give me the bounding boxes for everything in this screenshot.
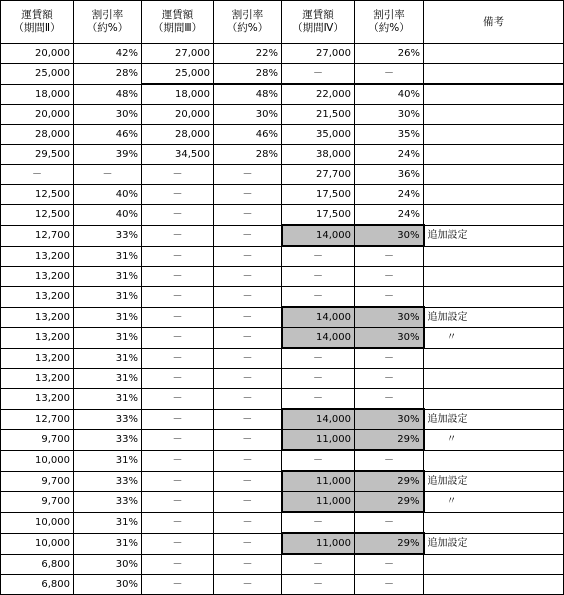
discount-period-3-cell: 28% [214, 145, 282, 165]
discount-period-4-cell: － [355, 246, 424, 267]
discount-period-4-cell: － [355, 267, 424, 287]
discount-period-2-cell: 31% [74, 512, 142, 533]
remarks-cell [424, 185, 564, 205]
fare-period-2-cell: 10,000 [1, 533, 74, 554]
header-label: 運賃額 [302, 9, 334, 21]
fare-period-3-cell: － [142, 267, 214, 287]
discount-period-3-cell: 30% [214, 105, 282, 125]
remarks-cell [424, 389, 564, 410]
fare-period-2-cell: 13,200 [1, 389, 74, 410]
fare-header-period-3 [142, 1, 214, 44]
remarks-cell [424, 450, 564, 471]
discount-period-2-cell: 42% [74, 44, 142, 64]
fare-period-2-cell: 10,000 [1, 450, 74, 471]
fare-period-2-cell: 13,200 [1, 267, 74, 287]
table-row [1, 450, 564, 471]
fare-period-2-cell: 10,000 [1, 512, 74, 533]
discount-period-3-cell: 48% [214, 84, 282, 105]
discount-period-3-cell: － [214, 246, 282, 267]
discount-period-2-cell: 33% [74, 409, 142, 430]
fare-period-2-cell: 13,200 [1, 348, 74, 369]
discount-period-4-cell: 40% [355, 84, 424, 105]
remarks-cell: 〃 [424, 328, 564, 349]
discount-period-2-cell: 31% [74, 533, 142, 554]
table-row [1, 328, 564, 349]
discount-period-4-cell: － [355, 554, 424, 575]
fare-period-3-cell: － [142, 575, 214, 595]
discount-period-4-cell: 29% [355, 430, 424, 451]
fare-period-3-cell: － [142, 533, 214, 554]
remarks-cell [424, 554, 564, 575]
fare-period-4-cell: － [282, 389, 355, 410]
discount-period-2-cell: 46% [74, 125, 142, 145]
fare-period-3-cell: － [142, 450, 214, 471]
remarks-cell [424, 575, 564, 595]
discount-period-2-cell: 31% [74, 348, 142, 369]
fare-period-3-cell: － [142, 185, 214, 205]
remarks-cell [424, 348, 564, 369]
fare-period-3-cell: － [142, 554, 214, 575]
fare-period-4-cell: － [282, 450, 355, 471]
discount-period-3-cell: － [214, 369, 282, 389]
discount-period-2-cell: 48% [74, 84, 142, 105]
remarks-cell [424, 44, 564, 64]
fare-period-4-cell: － [282, 348, 355, 369]
discount-period-4-cell: 30% [355, 328, 424, 349]
table-row [1, 307, 564, 328]
discount-period-2-cell: 33% [74, 430, 142, 451]
fare-period-4-cell: 11,000 [282, 492, 355, 513]
discount-period-4-cell: 30% [355, 105, 424, 125]
header-row [1, 1, 564, 44]
table-row [1, 512, 564, 533]
discount-period-4-cell: － [355, 575, 424, 595]
fare-period-4-cell: － [282, 267, 355, 287]
fare-period-4-cell: 11,000 [282, 533, 355, 554]
discount-period-3-cell: 28% [214, 64, 282, 85]
discount-period-3-cell: 22% [214, 44, 282, 64]
fare-period-2-cell: 13,200 [1, 307, 74, 328]
table-row [1, 409, 564, 430]
discount-header-period-3 [214, 1, 282, 44]
fare-period-4-cell: 14,000 [282, 328, 355, 349]
fare-period-4-cell: 14,000 [282, 225, 355, 246]
remarks-cell [424, 512, 564, 533]
remarks-cell [424, 105, 564, 125]
discount-period-2-cell: 33% [74, 225, 142, 246]
remarks-cell: 追加設定 [424, 471, 564, 492]
header-label: 運賃額 [161, 9, 194, 21]
discount-period-4-cell: － [355, 287, 424, 308]
fare-period-3-cell: 34,500 [142, 145, 214, 165]
fare-period-4-cell: － [282, 287, 355, 308]
discount-period-2-cell: 31% [74, 369, 142, 389]
discount-period-4-cell: 35% [355, 125, 424, 145]
table-row [1, 389, 564, 410]
fare-period-2-cell: 12,500 [1, 205, 74, 226]
fare-period-3-cell: － [142, 512, 214, 533]
discount-period-2-cell: 33% [74, 471, 142, 492]
discount-period-3-cell: － [214, 287, 282, 308]
fare-period-2-cell: 20,000 [1, 105, 74, 125]
discount-period-2-cell: 28% [74, 64, 142, 85]
discount-period-4-cell: － [355, 450, 424, 471]
discount-period-3-cell: － [214, 554, 282, 575]
fare-period-3-cell: － [142, 348, 214, 369]
fare-period-3-cell: － [142, 246, 214, 267]
discount-period-4-cell: － [355, 512, 424, 533]
discount-period-2-cell: 30% [74, 575, 142, 595]
header-sublabel: （約%） [368, 22, 410, 34]
remarks-header [424, 1, 564, 44]
discount-period-4-cell: － [355, 64, 424, 85]
discount-period-4-cell: 29% [355, 471, 424, 492]
discount-period-3-cell: － [214, 348, 282, 369]
header-label: 割引率 [373, 9, 405, 21]
fare-period-4-cell: － [282, 369, 355, 389]
table-row [1, 533, 564, 554]
fare-period-2-cell: 13,200 [1, 328, 74, 349]
remarks-cell [424, 145, 564, 165]
discount-period-4-cell: 29% [355, 533, 424, 554]
discount-period-4-cell: 30% [355, 225, 424, 246]
fare-period-2-cell: 13,200 [1, 369, 74, 389]
fare-period-3-cell: － [142, 307, 214, 328]
fare-period-2-cell: 28,000 [1, 125, 74, 145]
discount-header-period-2 [74, 1, 142, 44]
remarks-cell [424, 369, 564, 389]
remarks-cell [424, 64, 564, 85]
fare-period-2-cell: 6,800 [1, 575, 74, 595]
header-sublabel: （期間Ⅳ） [292, 22, 344, 34]
table-row [1, 554, 564, 575]
header-label: 割引率 [91, 9, 124, 21]
discount-period-4-cell: 26% [355, 44, 424, 64]
remarks-cell [424, 287, 564, 308]
table-row [1, 246, 564, 267]
discount-period-4-cell: 30% [355, 307, 424, 328]
fare-period-3-cell: － [142, 205, 214, 226]
table-row [1, 44, 564, 64]
discount-period-4-cell: － [355, 369, 424, 389]
fare-period-4-cell: － [282, 64, 355, 85]
fare-period-3-cell: 20,000 [142, 105, 214, 125]
discount-period-4-cell: 24% [355, 205, 424, 226]
header-sublabel: （約%） [226, 22, 269, 34]
remarks-cell [424, 205, 564, 226]
discount-period-3-cell: － [214, 225, 282, 246]
header-label: 割引率 [231, 9, 264, 21]
fare-period-2-cell: 12,700 [1, 225, 74, 246]
table-header [1, 1, 564, 44]
header-sublabel: （約%） [86, 22, 129, 34]
discount-period-4-cell: － [355, 389, 424, 410]
discount-period-3-cell: － [214, 409, 282, 430]
fare-period-4-cell: 27,700 [282, 165, 355, 185]
fare-period-2-cell: 13,200 [1, 287, 74, 308]
table-row [1, 84, 564, 105]
remarks-cell [424, 165, 564, 185]
discount-period-3-cell: － [214, 450, 282, 471]
fare-header-period-4 [282, 1, 355, 44]
fare-period-3-cell: － [142, 430, 214, 451]
fare-header-period-2 [1, 1, 74, 44]
discount-period-3-cell: － [214, 492, 282, 513]
fare-period-4-cell: 21,500 [282, 105, 355, 125]
fare-period-2-cell: 6,800 [1, 554, 74, 575]
fare-period-3-cell: 28,000 [142, 125, 214, 145]
fare-period-2-cell: 20,000 [1, 44, 74, 64]
table-row [1, 185, 564, 205]
discount-period-4-cell: 30% [355, 409, 424, 430]
discount-period-2-cell: － [74, 165, 142, 185]
fare-period-2-cell: 9,700 [1, 430, 74, 451]
table-row [1, 105, 564, 125]
fare-period-2-cell: 25,000 [1, 64, 74, 85]
remarks-cell [424, 84, 564, 105]
discount-period-2-cell: 31% [74, 287, 142, 308]
discount-period-3-cell: － [214, 205, 282, 226]
discount-period-4-cell: － [355, 348, 424, 369]
table-row [1, 165, 564, 185]
fare-period-3-cell: － [142, 225, 214, 246]
fare-period-2-cell: 29,500 [1, 145, 74, 165]
fare-period-2-cell: 9,700 [1, 492, 74, 513]
discount-period-2-cell: 31% [74, 389, 142, 410]
discount-period-3-cell: － [214, 267, 282, 287]
discount-period-2-cell: 39% [74, 145, 142, 165]
discount-period-2-cell: 31% [74, 450, 142, 471]
discount-period-3-cell: 46% [214, 125, 282, 145]
remarks-cell: 追加設定 [424, 533, 564, 554]
fare-period-2-cell: 12,700 [1, 409, 74, 430]
discount-period-2-cell: 30% [74, 554, 142, 575]
fare-period-4-cell: 35,000 [282, 125, 355, 145]
header-label: 運賃額 [21, 9, 53, 21]
fare-period-3-cell: － [142, 369, 214, 389]
discount-header-period-4 [355, 1, 424, 44]
fare-period-3-cell: － [142, 471, 214, 492]
table-body [1, 44, 564, 595]
remarks-cell: 追加設定 [424, 409, 564, 430]
fare-period-4-cell: 27,000 [282, 44, 355, 64]
header-label: 備考 [483, 15, 504, 28]
discount-period-2-cell: 31% [74, 307, 142, 328]
fare-period-4-cell: 22,000 [282, 84, 355, 105]
fare-period-4-cell: － [282, 246, 355, 267]
discount-period-2-cell: 31% [74, 267, 142, 287]
table-row [1, 471, 564, 492]
fare-period-3-cell: 27,000 [142, 44, 214, 64]
discount-period-2-cell: 40% [74, 205, 142, 226]
discount-period-3-cell: － [214, 165, 282, 185]
header-sublabel: （期間Ⅱ） [13, 22, 61, 34]
table-row [1, 225, 564, 246]
fare-period-3-cell: － [142, 287, 214, 308]
fare-period-2-cell: － [1, 165, 74, 185]
table-row [1, 348, 564, 369]
remarks-cell [424, 125, 564, 145]
discount-period-3-cell: － [214, 185, 282, 205]
discount-period-4-cell: 24% [355, 185, 424, 205]
table-row [1, 430, 564, 451]
remarks-cell: 追加設定 [424, 307, 564, 328]
fare-period-4-cell: － [282, 575, 355, 595]
remarks-cell [424, 267, 564, 287]
discount-period-3-cell: － [214, 575, 282, 595]
fare-period-4-cell: 17,500 [282, 205, 355, 226]
discount-period-3-cell: － [214, 512, 282, 533]
fare-period-3-cell: 18,000 [142, 84, 214, 105]
table-row [1, 369, 564, 389]
table-row [1, 287, 564, 308]
fare-period-4-cell: 11,000 [282, 471, 355, 492]
fare-period-2-cell: 18,000 [1, 84, 74, 105]
discount-period-2-cell: 31% [74, 246, 142, 267]
discount-period-3-cell: － [214, 533, 282, 554]
discount-period-3-cell: － [214, 328, 282, 349]
discount-period-4-cell: 36% [355, 165, 424, 185]
discount-period-2-cell: 40% [74, 185, 142, 205]
discount-period-4-cell: 29% [355, 492, 424, 513]
table-row [1, 575, 564, 595]
remarks-cell: 〃 [424, 492, 564, 513]
fare-period-3-cell: － [142, 409, 214, 430]
discount-period-3-cell: － [214, 389, 282, 410]
table-row [1, 205, 564, 226]
fare-period-3-cell: － [142, 165, 214, 185]
fare-period-3-cell: 25,000 [142, 64, 214, 85]
discount-period-3-cell: － [214, 307, 282, 328]
fare-period-4-cell: 11,000 [282, 430, 355, 451]
fare-period-4-cell: 38,000 [282, 145, 355, 165]
discount-period-2-cell: 30% [74, 105, 142, 125]
discount-period-4-cell: 24% [355, 145, 424, 165]
table-row [1, 492, 564, 513]
remarks-cell: 〃 [424, 430, 564, 451]
table-row [1, 145, 564, 165]
table-row [1, 125, 564, 145]
fare-period-3-cell: － [142, 492, 214, 513]
remarks-cell: 追加設定 [424, 225, 564, 246]
fare-period-2-cell: 13,200 [1, 246, 74, 267]
discount-period-3-cell: － [214, 471, 282, 492]
fare-period-4-cell: 17,500 [282, 185, 355, 205]
remarks-cell [424, 246, 564, 267]
discount-period-3-cell: － [214, 430, 282, 451]
fare-period-4-cell: 14,000 [282, 409, 355, 430]
fare-period-3-cell: － [142, 389, 214, 410]
fare-period-4-cell: － [282, 512, 355, 533]
fare-period-4-cell: － [282, 554, 355, 575]
fare-period-4-cell: 14,000 [282, 307, 355, 328]
fare-period-2-cell: 12,500 [1, 185, 74, 205]
discount-period-2-cell: 33% [74, 492, 142, 513]
header-sublabel: （期間Ⅲ） [152, 22, 203, 34]
table-row [1, 64, 564, 85]
discount-period-2-cell: 31% [74, 328, 142, 349]
table-row [1, 267, 564, 287]
fare-period-3-cell: － [142, 328, 214, 349]
fare-period-2-cell: 9,700 [1, 471, 74, 492]
